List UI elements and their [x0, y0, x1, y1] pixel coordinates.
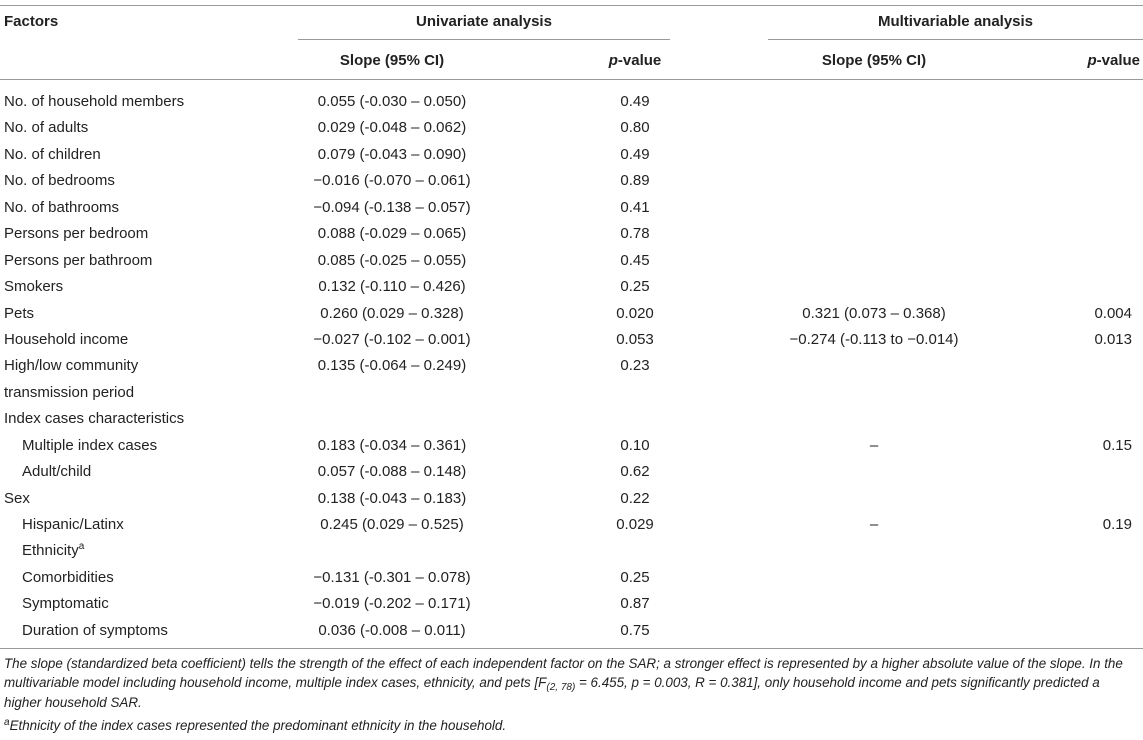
row-uni-slope: −0.131 (-0.301 – 0.078)	[313, 568, 471, 586]
header-multivariable: Multivariable analysis	[877, 13, 1034, 30]
row-factor	[4, 327, 128, 353]
table-body	[0, 89, 1143, 644]
table-row	[0, 486, 1143, 512]
row-multi-slope: 0.321 (0.073 – 0.368)	[802, 304, 946, 322]
table-row	[0, 618, 1143, 644]
row-factor-label: Hispanic/Latinx	[22, 516, 124, 533]
row-uni-slope: 0.036 (-0.008 – 0.011)	[318, 621, 466, 639]
footnote-marker: a	[78, 541, 85, 553]
row-factor-label: No. of bathrooms	[4, 198, 120, 216]
row-factor	[22, 538, 84, 564]
row-uni-pvalue: 0.49	[620, 145, 650, 163]
p-italic: p	[1087, 52, 1097, 69]
row-uni-pvalue: 0.020	[616, 304, 654, 322]
row-uni-pvalue: 0.029	[616, 516, 654, 533]
row-uni-slope: 0.135 (-0.064 – 0.249)	[317, 357, 467, 375]
row-multi-slope: –	[869, 516, 879, 533]
row-uni-slope: −0.016 (-0.070 – 0.061)	[313, 172, 471, 190]
footnote-main	[4, 654, 1139, 712]
row-factor-label: Multiple index cases	[22, 436, 158, 454]
footnote-f-subscript: (2, 78)	[546, 682, 576, 694]
p-suffix: -value	[1096, 52, 1140, 69]
row-factor-label: Duration of symptoms	[22, 621, 168, 639]
p-italic: p	[608, 52, 618, 69]
row-uni-pvalue: 0.45	[620, 251, 650, 269]
row-factor	[22, 512, 124, 538]
row-factor-label: High/low community	[4, 357, 139, 375]
table-row	[0, 565, 1143, 591]
row-uni-slope: −0.019 (-0.202 – 0.171)	[313, 595, 471, 613]
table-row	[0, 512, 1143, 538]
row-factor	[4, 248, 152, 274]
row-uni-pvalue: 0.22	[620, 489, 650, 507]
row-factor-label: No. of household members	[4, 93, 185, 110]
row-factor-label: Sex	[4, 489, 30, 507]
multivariable-group-rule	[768, 39, 1143, 40]
row-uni-pvalue: 0.41	[620, 198, 650, 216]
row-factor	[4, 353, 138, 379]
row-factor-label: Symptomatic	[22, 595, 109, 613]
row-uni-pvalue: 0.053	[616, 330, 654, 348]
footnote-a-text: Ethnicity of the index cases represented the predominant ethnicity in the household.	[9, 718, 507, 734]
table-row	[0, 168, 1143, 194]
row-uni-pvalue: 0.49	[620, 93, 650, 110]
row-uni-slope: 0.183 (-0.034 – 0.361)	[317, 436, 467, 454]
row-uni-slope: 0.245 (0.029 – 0.525)	[320, 516, 464, 533]
table-row	[0, 538, 1143, 564]
table-footnotes	[4, 654, 1139, 736]
row-factor	[22, 565, 114, 591]
row-uni-pvalue: 0.75	[620, 621, 650, 639]
header-uni-slope: Slope (95% CI)	[339, 52, 445, 69]
row-factor	[22, 618, 168, 644]
row-factor	[22, 459, 91, 485]
row-factor-label: Persons per bathroom	[4, 251, 153, 269]
row-uni-pvalue: 0.80	[620, 119, 650, 137]
row-uni-slope: −0.027 (-0.102 – 0.001)	[313, 330, 471, 348]
header-univariate: Univariate analysis	[416, 13, 552, 30]
row-factor-label: No. of children	[4, 145, 101, 163]
row-uni-pvalue: 0.23	[620, 357, 650, 375]
footnote-main-text-a: The slope (standardized beta coefficient) tells the strength of the effect of each independent factor on the SAR; a stronger effect is represented by a higher absolute value of the slope. In the multivariable model including household income, multiple index cases, ethnicity, and pets [F	[4, 656, 1123, 691]
footnote-a-marker: a	[4, 717, 10, 729]
row-factor	[4, 195, 119, 221]
row-factor-label: Persons per bedroom	[4, 225, 149, 243]
row-uni-pvalue: 0.87	[620, 595, 650, 613]
table-row	[0, 274, 1143, 300]
row-uni-slope: 0.132 (-0.110 – 0.426)	[318, 278, 466, 296]
p-suffix: -value	[617, 52, 662, 69]
row-factor	[4, 142, 101, 168]
row-multi-pvalue: 0.19	[1102, 516, 1132, 533]
header-uni-pvalue	[600, 52, 670, 70]
table-row	[0, 142, 1143, 168]
row-uni-slope: −0.094 (-0.138 – 0.057)	[313, 198, 471, 216]
row-multi-pvalue: 0.013	[1094, 330, 1132, 348]
row-factor	[4, 486, 30, 512]
row-factor	[4, 380, 134, 406]
table-row	[0, 221, 1143, 247]
table-row	[0, 327, 1143, 353]
row-multi-slope: –	[869, 436, 879, 454]
header-bottom-rule	[0, 79, 1143, 80]
row-factor	[4, 115, 88, 141]
row-factor-label: Index cases characteristics	[4, 410, 185, 428]
table-row	[0, 380, 1143, 406]
row-multi-pvalue: 0.15	[1102, 436, 1132, 454]
header-multi-slope: Slope (95% CI)	[821, 52, 927, 69]
table-row	[0, 591, 1143, 617]
row-factor-label: Pets	[4, 304, 35, 322]
row-factor-label: No. of adults	[4, 119, 89, 137]
row-factor	[4, 406, 184, 432]
row-factor	[4, 168, 115, 194]
row-uni-slope: 0.057 (-0.088 – 0.148)	[317, 463, 467, 481]
row-factor-label: Adult/child	[22, 463, 92, 481]
header-factors: Factors	[4, 13, 59, 30]
row-uni-pvalue: 0.25	[620, 568, 650, 586]
row-factor-label: Comorbidities	[22, 568, 114, 586]
row-uni-slope: 0.085 (-0.025 – 0.055)	[317, 251, 467, 269]
row-uni-slope: 0.088 (-0.029 – 0.065)	[317, 225, 467, 243]
row-factor	[4, 274, 63, 300]
row-factor	[4, 301, 34, 327]
row-uni-pvalue: 0.62	[620, 463, 650, 481]
table-row	[0, 248, 1143, 274]
row-factor-label: Household income	[4, 330, 129, 348]
row-factor	[4, 221, 148, 247]
row-uni-pvalue: 0.78	[620, 225, 650, 243]
row-uni-slope: 0.138 (-0.043 – 0.183)	[317, 489, 467, 507]
footnote-a	[4, 716, 1139, 735]
row-multi-pvalue: 0.004	[1094, 304, 1132, 322]
row-uni-slope: 0.055 (-0.030 – 0.050)	[317, 93, 467, 110]
row-factor	[22, 591, 109, 617]
header-multi-pvalue	[1060, 52, 1140, 70]
table-top-rule	[0, 5, 1143, 6]
row-uni-pvalue: 0.89	[620, 172, 650, 190]
table-row	[0, 301, 1143, 327]
row-factor-label: No. of bedrooms	[4, 172, 115, 190]
row-factor	[4, 89, 184, 115]
table-row	[0, 115, 1143, 141]
footnote-main-text-b: = 6.455, p = 0.003, R = 0.381], only household income and pets significantly predicted a higher household SAR.	[4, 675, 1100, 710]
table-row	[0, 89, 1143, 115]
row-factor	[22, 433, 157, 459]
row-factor-label: Ethnicity	[22, 542, 79, 560]
row-uni-slope: 0.079 (-0.043 – 0.090)	[317, 145, 467, 163]
row-uni-pvalue: 0.25	[620, 278, 650, 296]
univariate-group-rule	[298, 39, 670, 40]
table-row	[0, 353, 1143, 379]
table-row	[0, 195, 1143, 221]
table-row	[0, 459, 1143, 485]
row-uni-pvalue: 0.10	[620, 436, 650, 454]
table-row	[0, 433, 1143, 459]
row-factor-label: Smokers	[4, 278, 64, 296]
row-uni-slope: 0.260 (0.029 – 0.328)	[320, 304, 464, 322]
row-factor-label: transmission period	[4, 383, 135, 401]
row-multi-slope: −0.274 (-0.113 to −0.014)	[789, 330, 959, 348]
table-bottom-rule	[0, 648, 1143, 649]
row-uni-slope: 0.029 (-0.048 – 0.062)	[317, 119, 467, 137]
table-row	[0, 406, 1143, 432]
